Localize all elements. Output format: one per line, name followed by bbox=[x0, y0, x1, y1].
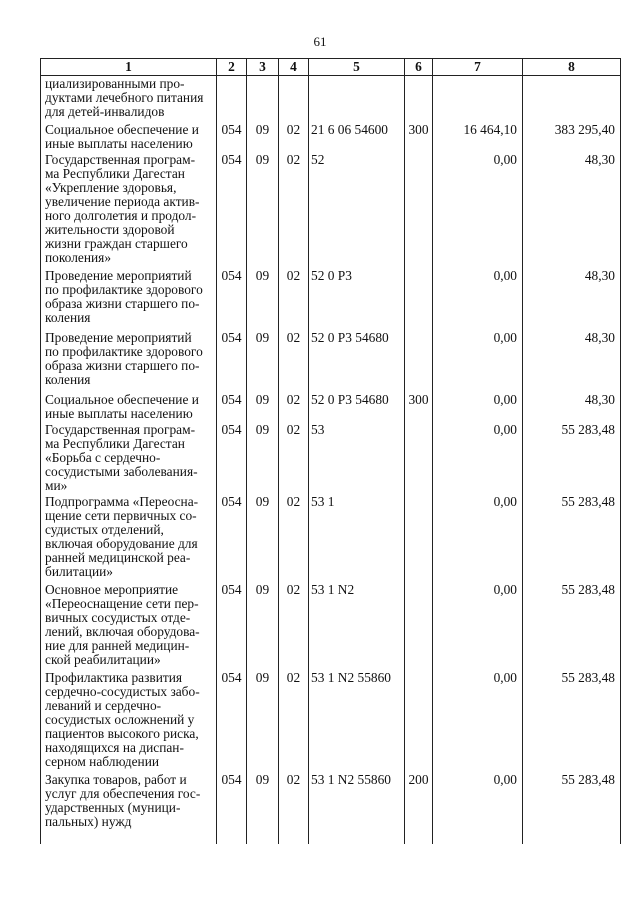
row-target-code: 53 1 bbox=[309, 494, 405, 582]
row-subsection-code: 02 bbox=[279, 392, 309, 422]
row-target-code: 53 1 N2 55860 bbox=[309, 772, 405, 844]
row-name: Основное мероприятие «Переоснащение сети пер- вичных сосудистых отде- лений, включая оборудова- ние для ранней медицин- ской реабилитации» bbox=[41, 582, 217, 670]
row-ministry-code: 054 bbox=[217, 582, 247, 670]
row-amount-col8: 383 295,40 bbox=[523, 122, 621, 152]
row-amount-col7: 0,00 bbox=[433, 152, 523, 268]
row-amount-col8: 48,30 bbox=[523, 392, 621, 422]
row-target-code: 52 0 Р3 54680 bbox=[309, 330, 405, 392]
row-expense-type bbox=[405, 152, 433, 268]
row-amount-col8: 55 283,48 bbox=[523, 670, 621, 772]
row-name: циализированными про- дуктами лечебного питания для детей-инвалидов bbox=[41, 76, 217, 122]
row-target-code: 21 6 06 54600 bbox=[309, 122, 405, 152]
row-amount-col7: 0,00 bbox=[433, 670, 523, 772]
row-amount-col7 bbox=[433, 76, 523, 122]
header-col-6: 6 bbox=[405, 59, 433, 76]
row-section-code: 09 bbox=[247, 772, 279, 844]
header-col-8: 8 bbox=[523, 59, 621, 76]
row-target-code: 52 0 Р3 54680 bbox=[309, 392, 405, 422]
row-ministry-code: 054 bbox=[217, 268, 247, 330]
row-expense-type bbox=[405, 582, 433, 670]
row-amount-col8 bbox=[523, 76, 621, 122]
table-row bbox=[41, 268, 621, 330]
row-amount-col7: 0,00 bbox=[433, 392, 523, 422]
header-col-4: 4 bbox=[279, 59, 309, 76]
header-col-1: 1 bbox=[41, 59, 217, 76]
row-subsection-code: 02 bbox=[279, 772, 309, 844]
row-subsection-code: 02 bbox=[279, 422, 309, 494]
row-name: Подпрограмма «Переосна- щение сети первичных со- судистых отделений, включая оборудование для ранней медицинской реа- билитации» bbox=[41, 494, 217, 582]
row-section-code: 09 bbox=[247, 494, 279, 582]
row-ministry-code: 054 bbox=[217, 330, 247, 392]
row-target-code: 53 1 N2 55860 bbox=[309, 670, 405, 772]
table-row bbox=[41, 582, 621, 670]
budget-table bbox=[40, 58, 621, 844]
row-expense-type bbox=[405, 494, 433, 582]
row-amount-col8: 55 283,48 bbox=[523, 494, 621, 582]
row-amount-col7: 0,00 bbox=[433, 268, 523, 330]
header-col-7: 7 bbox=[433, 59, 523, 76]
row-subsection-code: 02 bbox=[279, 122, 309, 152]
row-target-code: 52 0 Р3 bbox=[309, 268, 405, 330]
table-row bbox=[41, 772, 621, 844]
row-target-code: 53 1 N2 bbox=[309, 582, 405, 670]
row-expense-type bbox=[405, 422, 433, 494]
row-subsection-code: 02 bbox=[279, 494, 309, 582]
row-expense-type bbox=[405, 76, 433, 122]
row-section-code: 09 bbox=[247, 330, 279, 392]
row-subsection-code: 02 bbox=[279, 268, 309, 330]
row-name: Государственная програм- ма Республики Дагестан «Укрепление здоровья, увеличение периода актив- ного долголетия и продол- жительности здоровой жизни граждан старшего поколения» bbox=[41, 152, 217, 268]
row-amount-col7: 0,00 bbox=[433, 772, 523, 844]
row-section-code bbox=[247, 76, 279, 122]
table-row bbox=[41, 392, 621, 422]
table-row bbox=[41, 76, 621, 122]
row-expense-type bbox=[405, 268, 433, 330]
table-body bbox=[41, 76, 621, 844]
table-header-row bbox=[41, 59, 621, 76]
row-ministry-code: 054 bbox=[217, 494, 247, 582]
row-expense-type: 200 bbox=[405, 772, 433, 844]
header-col-2: 2 bbox=[217, 59, 247, 76]
header-col-5: 5 bbox=[309, 59, 405, 76]
row-amount-col8: 55 283,48 bbox=[523, 422, 621, 494]
row-ministry-code: 054 bbox=[217, 392, 247, 422]
row-ministry-code: 054 bbox=[217, 152, 247, 268]
row-amount-col7: 16 464,10 bbox=[433, 122, 523, 152]
row-ministry-code: 054 bbox=[217, 670, 247, 772]
row-expense-type: 300 bbox=[405, 392, 433, 422]
row-amount-col8: 48,30 bbox=[523, 330, 621, 392]
row-amount-col7: 0,00 bbox=[433, 494, 523, 582]
table-row bbox=[41, 494, 621, 582]
row-amount-col8: 48,30 bbox=[523, 152, 621, 268]
row-amount-col8: 55 283,48 bbox=[523, 772, 621, 844]
row-expense-type bbox=[405, 330, 433, 392]
row-section-code: 09 bbox=[247, 582, 279, 670]
row-ministry-code: 054 bbox=[217, 122, 247, 152]
row-expense-type bbox=[405, 670, 433, 772]
row-expense-type: 300 bbox=[405, 122, 433, 152]
row-ministry-code bbox=[217, 76, 247, 122]
row-subsection-code: 02 bbox=[279, 330, 309, 392]
row-subsection-code bbox=[279, 76, 309, 122]
row-ministry-code: 054 bbox=[217, 772, 247, 844]
row-name: Проведение мероприятий по профилактике здорового образа жизни старшего по- коления bbox=[41, 330, 217, 392]
table-row bbox=[41, 670, 621, 772]
row-section-code: 09 bbox=[247, 392, 279, 422]
row-section-code: 09 bbox=[247, 422, 279, 494]
page-number: 61 bbox=[313, 34, 327, 49]
row-name: Проведение мероприятий по профилактике здорового образа жизни старшего по- коления bbox=[41, 268, 217, 330]
row-target-code: 52 bbox=[309, 152, 405, 268]
row-amount-col7: 0,00 bbox=[433, 582, 523, 670]
row-subsection-code: 02 bbox=[279, 152, 309, 268]
row-amount-col8: 48,30 bbox=[523, 268, 621, 330]
row-target-code bbox=[309, 76, 405, 122]
row-section-code: 09 bbox=[247, 670, 279, 772]
row-target-code: 53 bbox=[309, 422, 405, 494]
row-name: Закупка товаров, работ и услуг для обеспечения гос- ударственных (муници- пальных) нужд bbox=[41, 772, 217, 844]
row-section-code: 09 bbox=[247, 152, 279, 268]
row-name: Социальное обеспечение и иные выплаты населению bbox=[41, 122, 217, 152]
row-amount-col8: 55 283,48 bbox=[523, 582, 621, 670]
header-col-3: 3 bbox=[247, 59, 279, 76]
row-section-code: 09 bbox=[247, 122, 279, 152]
row-amount-col7: 0,00 bbox=[433, 330, 523, 392]
row-ministry-code: 054 bbox=[217, 422, 247, 494]
table-row bbox=[41, 122, 621, 152]
row-subsection-code: 02 bbox=[279, 582, 309, 670]
row-name: Государственная програм- ма Республики Дагестан «Борьба с сердечно- сосудистыми заболевания- ми» bbox=[41, 422, 217, 494]
row-name: Профилактика развития сердечно-сосудистых забо- леваний и сердечно- сосудистых осложнений у пациентов высокого риска, находящихся на диспан- серном наблюдении bbox=[41, 670, 217, 772]
row-name: Социальное обеспечение и иные выплаты населению bbox=[41, 392, 217, 422]
table-row bbox=[41, 330, 621, 392]
row-subsection-code: 02 bbox=[279, 670, 309, 772]
row-section-code: 09 bbox=[247, 268, 279, 330]
table-row bbox=[41, 152, 621, 268]
row-amount-col7: 0,00 bbox=[433, 422, 523, 494]
table-row bbox=[41, 422, 621, 494]
